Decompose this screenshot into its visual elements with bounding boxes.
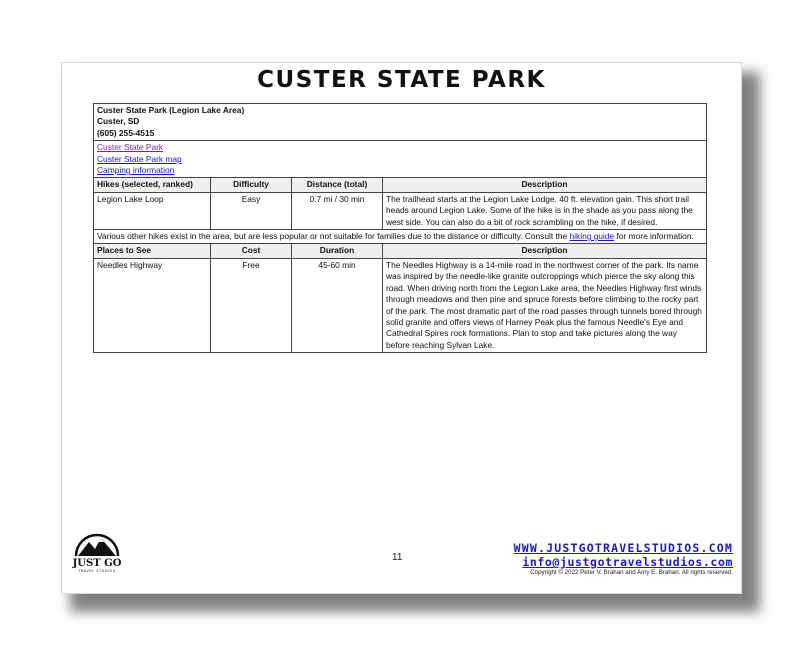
- document-page: [61, 62, 742, 594]
- logo-subtext: TRAVEL STUDIOS: [78, 569, 116, 573]
- snowcap-icon: [98, 538, 104, 542]
- email-link[interactable]: info@justgotravelstudios.com: [522, 555, 733, 569]
- hike-name: Legion Lake Loop: [94, 192, 211, 229]
- hiking-guide-link[interactable]: hiking guide: [569, 231, 615, 242]
- hikes-header-distance: Distance (total): [292, 178, 383, 192]
- hikes-header-row: [94, 178, 707, 192]
- logo-text: JUST GO: [72, 558, 122, 569]
- hike-difficulty: Easy: [211, 192, 292, 229]
- places-header-cost: Cost: [211, 244, 292, 258]
- park-map-link[interactable]: Custer State Park map: [97, 153, 182, 164]
- custer-state-park-link[interactable]: Custer State Park: [97, 142, 164, 153]
- place-duration: 45-60 min: [292, 258, 383, 352]
- location-cell: [94, 104, 707, 141]
- location-phone: (605) 255-4515: [97, 127, 155, 138]
- location-row: [94, 104, 707, 141]
- links-cell: [94, 141, 707, 178]
- copyright-text: Copyright © 2022 Peter V. Brahan and Amy E. Brahan. All rights reserved.: [530, 569, 733, 576]
- just-go-logo: [62, 525, 132, 575]
- places-header-name: Places to See: [94, 244, 211, 258]
- website-link[interactable]: WWW.JUSTGOTRAVELSTUDIOS.COM: [513, 541, 733, 555]
- place-cost: Free: [211, 258, 292, 352]
- location-name: Custer State Park (Legion Lake Area): [97, 105, 245, 115]
- table-row: [94, 258, 707, 352]
- camping-information-link[interactable]: Camping information: [97, 165, 175, 176]
- links-row: [94, 141, 707, 178]
- hikes-note-text-end: for more information.: [614, 231, 694, 242]
- hike-distance: 0.7 mi / 30 min: [292, 192, 383, 229]
- place-description: The Needles Highway is a 14-mile road in the northwest corner of the park. Its name was inspired by the needle-like granite outcroppings which pierce the sky along this road. When driving north from the Legion Lake area, the Needles Highway first winds through meadows and then pine and spruce forests before climbing to the rocky part of the park. The most dramatic part of the road passes through tunnels bored through solid granite and offers views of Harney Peak plus the famous Needle's Eye and Cathedral Spires rock formations. Plan to stop and take pictures along the way before reaching Sylvan Lake.: [383, 258, 707, 352]
- places-header-description: Description: [383, 244, 707, 258]
- hikes-header-name: Hikes (selected, ranked): [94, 178, 211, 192]
- places-header-duration: Duration: [292, 244, 383, 258]
- park-info-table: [93, 103, 707, 353]
- hikes-note-text: Various other hikes exist in the area, but are less popular or not suitable for families due to the distance or difficulty. Consult the: [97, 231, 570, 242]
- places-header-row: [94, 244, 707, 258]
- hike-description: The trailhead starts at the Legion Lake Lodge. 40 ft. elevation gain. This short trail heads around Legion Lake. Some of the hike is in the shade as you pass along the west side. You can also do a bit of rock scrambling on the hike, if desired.: [383, 192, 707, 229]
- page-number: 11: [392, 552, 403, 563]
- place-name: Needles Highway: [94, 258, 211, 352]
- hikes-header-description: Description: [383, 178, 707, 192]
- hikes-header-difficulty: Difficulty: [211, 178, 292, 192]
- table-row: [94, 192, 707, 229]
- page-title: CUSTER STATE PARK: [257, 67, 546, 93]
- location-city: Custer, SD: [97, 116, 140, 127]
- hikes-note-row: [94, 230, 707, 244]
- hikes-note: [94, 230, 707, 244]
